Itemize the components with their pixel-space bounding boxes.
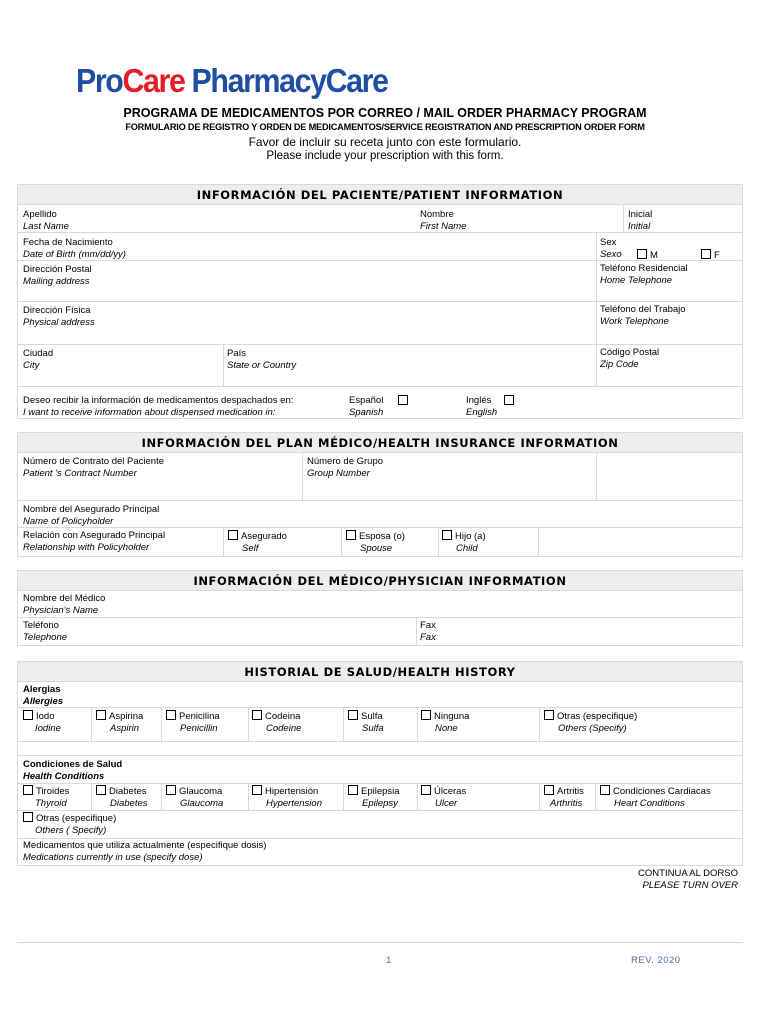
dob-row [18, 233, 742, 261]
allergy-aspirin[interactable]: Aspirina Aspirin [91, 708, 161, 741]
allergies-row [18, 708, 742, 742]
page-number: 1 [386, 955, 392, 966]
insurance-section [17, 432, 743, 557]
footer-divider [17, 942, 743, 943]
physical-address-field[interactable]: Dirección Física Physical address [23, 305, 95, 328]
allergy-none[interactable]: Ninguna None [417, 708, 539, 741]
condition-arthritis[interactable]: Artritis Arthritis [539, 784, 595, 810]
sex-m-option[interactable]: M [637, 249, 658, 262]
relationship-label: Relación con Asegurado Principal Relationship with Policyholder [23, 530, 166, 553]
condition-ulcer-checkbox[interactable] [421, 785, 431, 795]
city-row [18, 345, 742, 387]
allergy-none-checkbox[interactable] [421, 710, 431, 720]
home-phone-field[interactable]: Teléfono Residencial Home Telephone [596, 261, 744, 301]
patient-section [17, 184, 743, 419]
contract-row [18, 453, 742, 501]
english-option[interactable]: Inglés English [466, 395, 498, 418]
condition-glaucoma-checkbox[interactable] [166, 785, 176, 795]
condition-hypertension-checkbox[interactable] [252, 785, 262, 795]
insurance-section-title: INFORMACIÓN DEL PLAN MÉDICO/HEALTH INSURANCE INFORMATION [18, 433, 742, 453]
condition-heart[interactable]: Condiciones Cardiacas Heart Conditions [595, 784, 744, 810]
group-number-field[interactable]: Número de Grupo Group Number [302, 453, 596, 500]
physician-phone-row [18, 618, 742, 645]
insurance-extra-field[interactable] [596, 453, 744, 500]
turn-over-note: CONTINUA AL DORSO PLEASE TURN OVER [638, 868, 738, 891]
zip-field[interactable]: Código Postal Zip Code [596, 345, 744, 386]
city-field[interactable]: Ciudad City [23, 348, 54, 371]
note-english: Please include your prescription with this form. [266, 150, 504, 162]
revision-label: REV. 2020 [631, 955, 681, 966]
condition-epilepsy-checkbox[interactable] [348, 785, 358, 795]
allergy-sulfa[interactable]: Sulfa Sulfa [343, 708, 417, 741]
language-row [18, 387, 742, 418]
allergy-sulfa-checkbox[interactable] [348, 710, 358, 720]
last-name-field[interactable]: Apellido Last Name [23, 209, 69, 232]
form-subtitle: FORMULARIO DE REGISTRO Y ORDEN DE MEDICAMENTOS/SERVICE REGISTRATION AND PRESCRIPTION ORDER FORM [125, 122, 645, 132]
mailing-address-field[interactable]: Dirección Postal Mailing address [23, 264, 92, 287]
spouse-checkbox[interactable] [346, 530, 356, 540]
health-section [17, 661, 743, 866]
child-option[interactable]: Hijo (a) Child [438, 528, 538, 556]
condition-diabetes[interactable]: Diabetes Diabetes [91, 784, 161, 810]
allergy-others[interactable]: Otras (especifique) Others (Specify) [539, 708, 744, 741]
physician-section-title: INFORMACIÓN DEL MÉDICO/PHYSICIAN INFORMATION [18, 571, 742, 591]
condition-diabetes-checkbox[interactable] [96, 785, 106, 795]
initial-field[interactable]: Inicial Initial [623, 205, 744, 232]
conditions-heading-row: Condiciones de Salud Health Conditions [18, 756, 742, 784]
work-phone-field[interactable]: Teléfono del Trabajo Work Telephone [596, 302, 744, 344]
contract-number-field[interactable]: Número de Contrato del Paciente Patient 's Contract Number [23, 456, 164, 479]
condition-glaucoma[interactable]: Glaucoma Glaucoma [161, 784, 248, 810]
condition-thyroid-checkbox[interactable] [23, 785, 33, 795]
physician-phone-field[interactable]: Teléfono Telephone [23, 620, 68, 643]
physician-name-row[interactable] [18, 591, 742, 618]
patient-section-title: INFORMACIÓN DEL PACIENTE/PATIENT INFORMATION [18, 185, 742, 205]
physician-fax-field[interactable]: Fax Fax [416, 618, 744, 645]
self-checkbox[interactable] [228, 530, 238, 540]
mailing-row [18, 261, 742, 302]
name-row [18, 205, 742, 233]
sex-f-option[interactable]: F [701, 249, 720, 262]
form-title: PROGRAMA DE MEDICAMENTOS POR CORREO / MAIL ORDER PHARMACY PROGRAM [123, 106, 647, 120]
language-preference-label: Deseo recibir la información de medicamentos despachados en: I want to receive information about dispensed medication in: [23, 395, 294, 418]
medications-row[interactable] [18, 839, 742, 865]
allergies-label: Alergias [23, 684, 61, 695]
policyholder-row[interactable] [18, 501, 742, 528]
conditions-label: Condiciones de Salud [23, 759, 123, 770]
dob-field[interactable]: Fecha de Nacimiento Date of Birth (mm/dd/yy) [23, 237, 126, 260]
sex-m-checkbox[interactable] [637, 249, 647, 259]
spanish-checkbox[interactable] [398, 395, 408, 405]
physician-section [17, 570, 743, 646]
allergy-codeine[interactable]: Codeina Codeine [248, 708, 343, 741]
note-spanish: Favor de incluir su receta junto con este formulario. [248, 135, 522, 149]
condition-ulcer[interactable]: Úlceras Ulcer [417, 784, 539, 810]
conditions-row [18, 784, 742, 811]
sex-f-checkbox[interactable] [701, 249, 711, 259]
condition-others-label: Otras (especifique) [36, 813, 117, 824]
self-option[interactable]: Asegurado Self [223, 528, 341, 556]
allergy-penicillin[interactable]: Penicilina Penicillin [161, 708, 248, 741]
relationship-other[interactable] [538, 528, 744, 556]
condition-hypertension[interactable]: Hipertensión Hypertension [248, 784, 343, 810]
medications-field[interactable]: Medicamentos que utiliza actualmente (especifique dosis) Medications currently in use (specify dose) [23, 840, 267, 863]
country-field[interactable]: País State or Country [223, 345, 596, 386]
allergy-codeine-checkbox[interactable] [252, 710, 262, 720]
allergies-heading-row: Alergias Allergies [18, 682, 742, 708]
relationship-row [18, 528, 742, 556]
allergy-iodine-checkbox[interactable] [23, 710, 33, 720]
english-checkbox[interactable] [504, 395, 514, 405]
condition-epilepsy[interactable]: Epilepsia Epilepsy [343, 784, 417, 810]
health-section-title: HISTORIAL DE SALUD/HEALTH HISTORY [18, 662, 742, 682]
condition-others-checkbox[interactable] [23, 812, 33, 822]
sex-field: Sex Sexo M F [596, 233, 744, 260]
allergy-penicillin-checkbox[interactable] [166, 710, 176, 720]
condition-heart-checkbox[interactable] [600, 785, 610, 795]
condition-thyroid[interactable]: Tiroides Thyroid [18, 784, 91, 810]
allergy-aspirin-checkbox[interactable] [96, 710, 106, 720]
allergies-spacer-row [18, 742, 742, 756]
physician-name-field[interactable]: Nombre del Médico Physician's Name [23, 593, 106, 616]
child-checkbox[interactable] [442, 530, 452, 540]
allergy-others-checkbox[interactable] [544, 710, 554, 720]
condition-arthritis-checkbox[interactable] [544, 785, 554, 795]
allergy-iodine[interactable]: Iodo Iodine [18, 708, 91, 741]
procare-logo: ProCare PharmacyCare [76, 62, 388, 99]
physical-row [18, 302, 742, 345]
spouse-option[interactable]: Esposa (o) Spouse [341, 528, 438, 556]
policyholder-field[interactable]: Nombre del Asegurado Principal Name of Policyholder [23, 504, 160, 527]
spanish-option[interactable]: Español Spanish [349, 395, 384, 418]
other-conditions-row[interactable]: Otras (especifique) Others ( Specify) [18, 811, 742, 839]
first-name-field[interactable]: Nombre First Name [420, 209, 467, 232]
